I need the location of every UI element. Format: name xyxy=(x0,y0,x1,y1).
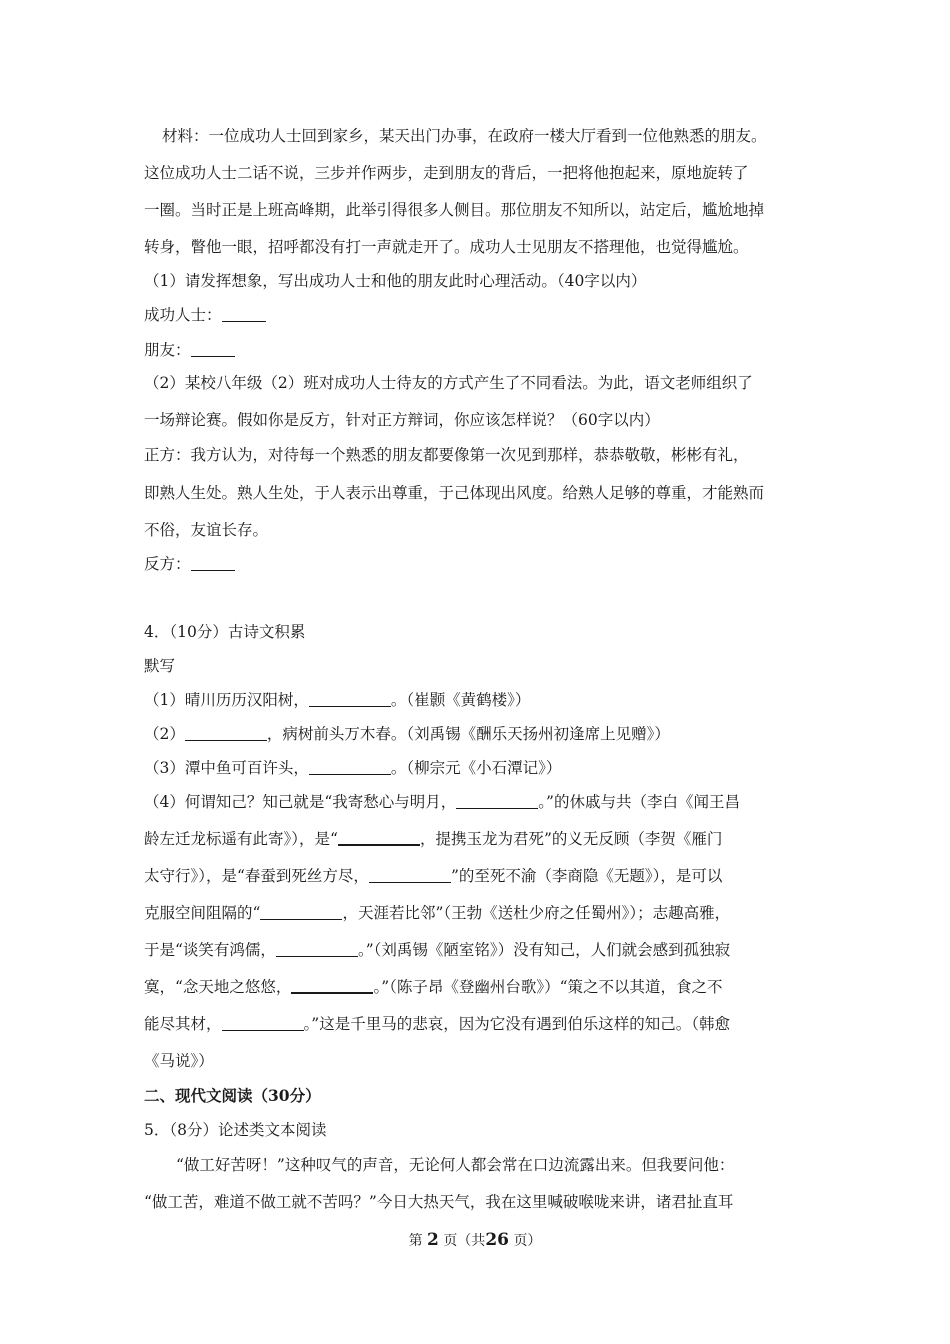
q3-material-line-1: 材料：一位成功人士回到家乡，某天出门办事，在政府一楼大厅看到一位他熟悉的朋友。 xyxy=(162,127,767,145)
q4-item-4-line-3 xyxy=(144,866,814,886)
q4-item-4-line-5 xyxy=(144,940,814,960)
answer-label: 反方： xyxy=(144,555,191,573)
q3-pro-line-1: 正方：我方认为，对待每一个熟悉的朋友都要像第一次见到那样，恭恭敬敬，彬彬有礼， xyxy=(144,446,749,464)
page-number: 2 xyxy=(427,1230,439,1250)
text-segment: 。”这是千里马的悲哀，因为它没有遇到伯乐这样的知己。（韩愈 xyxy=(303,1015,730,1033)
answer-blank[interactable] xyxy=(185,726,267,741)
total-pages: 26 xyxy=(485,1230,509,1250)
q4-item-4-line-2 xyxy=(144,829,814,849)
text-segment: 克服空间阻隔的“ xyxy=(144,904,261,922)
q4-item-3 xyxy=(144,758,814,778)
footer-text: 页（共 xyxy=(443,1233,486,1249)
answer-blank[interactable] xyxy=(309,692,391,707)
text-segment: （3）潭中鱼可百许头， xyxy=(144,759,309,777)
text-segment: （4）何谓知己？知己就是“我寄愁心与明月， xyxy=(144,793,457,811)
answer-blank[interactable] xyxy=(338,830,420,846)
text-segment: （2） xyxy=(144,725,185,743)
answer-label: 成功人士： xyxy=(144,306,222,324)
text-segment: 太守行》），是“春蚕到死丝方尽， xyxy=(144,867,369,885)
answer-blank[interactable] xyxy=(222,307,266,322)
answer-blank[interactable] xyxy=(369,868,451,883)
q5-paragraph-line-1: “做工好苦呀！”这种叹气的声音，无论何人都会常在口边流露出来。但我要问他： xyxy=(176,1156,735,1174)
text-segment: 。”的休戚与共（李白《闻王昌 xyxy=(538,793,740,811)
q3-subquestion-2-line-2: 一场辩论赛。假如你是反方，针对正方辩词，你应该怎样说？（60字以内） xyxy=(144,411,660,429)
q3-material-line-2: 这位成功人士二话不说，三步并作两步，走到朋友的背后，一把将他抱起来，原地旋转了 xyxy=(144,164,749,182)
q4-item-4-line-4 xyxy=(144,903,814,923)
q3-material-line-4: 转身，瞥他一眼，招呼都没有打一声就走开了。成功人士见朋友不搭理他，也觉得尴尬。 xyxy=(144,238,749,256)
q5-title: 5．（8分）论述类文本阅读 xyxy=(144,1121,327,1139)
answer-blank[interactable] xyxy=(222,1016,304,1031)
q4-item-4-line-7 xyxy=(144,1014,814,1034)
text-segment: ，天涯若比邻”（王勃《送杜少府之任蜀州》）；志趣高雅， xyxy=(342,904,731,922)
q4-item-4-line-1 xyxy=(144,792,814,812)
q5-paragraph-line-2: “做工苦，难道不做工就不苦吗？”今日大热天气，我在这里喊破喉咙来讲，诸君扯直耳 xyxy=(144,1193,734,1211)
page-footer xyxy=(0,1230,950,1251)
text-segment: 能尽其材， xyxy=(144,1015,222,1033)
answer-blank[interactable] xyxy=(276,942,358,957)
q3-subquestion-2-line-1: （2）某校八年级（2）班对成功人士待友的方式产生了不同看法。为此，语文老师组织了 xyxy=(144,374,753,392)
q4-item-4-line-8: 《马说》） xyxy=(144,1052,214,1070)
q4-subtitle: 默写 xyxy=(144,657,176,675)
answer-label: 朋友： xyxy=(144,341,191,359)
q3-answer-friend xyxy=(144,340,814,360)
answer-blank[interactable] xyxy=(456,794,538,809)
text-segment: 寞，“念天地之悠悠， xyxy=(144,978,292,996)
answer-blank[interactable] xyxy=(191,556,235,571)
q3-answer-success xyxy=(144,305,814,325)
text-segment: 。”（刘禹锡《陋室铭》）没有知己，人们就会感到孤独寂 xyxy=(357,941,731,959)
footer-text: 页） xyxy=(513,1233,542,1249)
answer-blank[interactable] xyxy=(309,760,391,775)
text-segment: 于是“谈笑有鸿儒， xyxy=(144,941,276,959)
q3-subquestion-1: （1）请发挥想象，写出成功人士和他的朋友此时心理活动。（40字以内） xyxy=(144,272,647,290)
text-segment: 龄左迁龙标遥有此寄》），是“ xyxy=(144,830,338,848)
q3-pro-line-2: 即熟人生处。熟人生处，于人表示出尊重，于己体现出风度。给熟人足够的尊重，才能熟而 xyxy=(144,484,765,502)
footer-text: 第 xyxy=(408,1233,423,1249)
text-segment: 。”（陈子昂《登幽州台歌》）“策之不以其道，食之不 xyxy=(373,978,723,996)
answer-blank[interactable] xyxy=(260,905,342,920)
q4-item-2 xyxy=(144,724,814,744)
text-segment: （1）晴川历历汉阳树， xyxy=(144,691,309,709)
text-segment: 。（柳宗元《小石潭记》） xyxy=(390,759,562,777)
q3-pro-line-3: 不俗，友谊长存。 xyxy=(144,521,269,539)
q4-title: 4．（10分）古诗文积累 xyxy=(144,623,306,641)
answer-blank[interactable] xyxy=(291,978,373,994)
text-segment: ”的至死不渝（李商隐《无题》），是可以 xyxy=(450,867,723,885)
text-segment: ，病树前头万木春。（刘禹锡《酬乐天扬州初逢席上见赠》） xyxy=(266,725,670,743)
text-segment: 。（崔颢《黄鹤楼》） xyxy=(390,691,531,709)
answer-blank[interactable] xyxy=(191,342,235,357)
q4-item-1 xyxy=(144,690,814,710)
q4-item-4-line-6 xyxy=(144,977,814,997)
q3-material-line-3: 一圈。当时正是上班高峰期，此举引得很多人侧目。那位朋友不知所以，站定后，尴尬地掉 xyxy=(144,201,765,219)
text-segment: ，提携玉龙为君死”的义无反顾（李贺《雁门 xyxy=(419,830,723,848)
q3-con xyxy=(144,554,814,574)
section-2-title: 二、现代文阅读（30分） xyxy=(144,1086,321,1105)
